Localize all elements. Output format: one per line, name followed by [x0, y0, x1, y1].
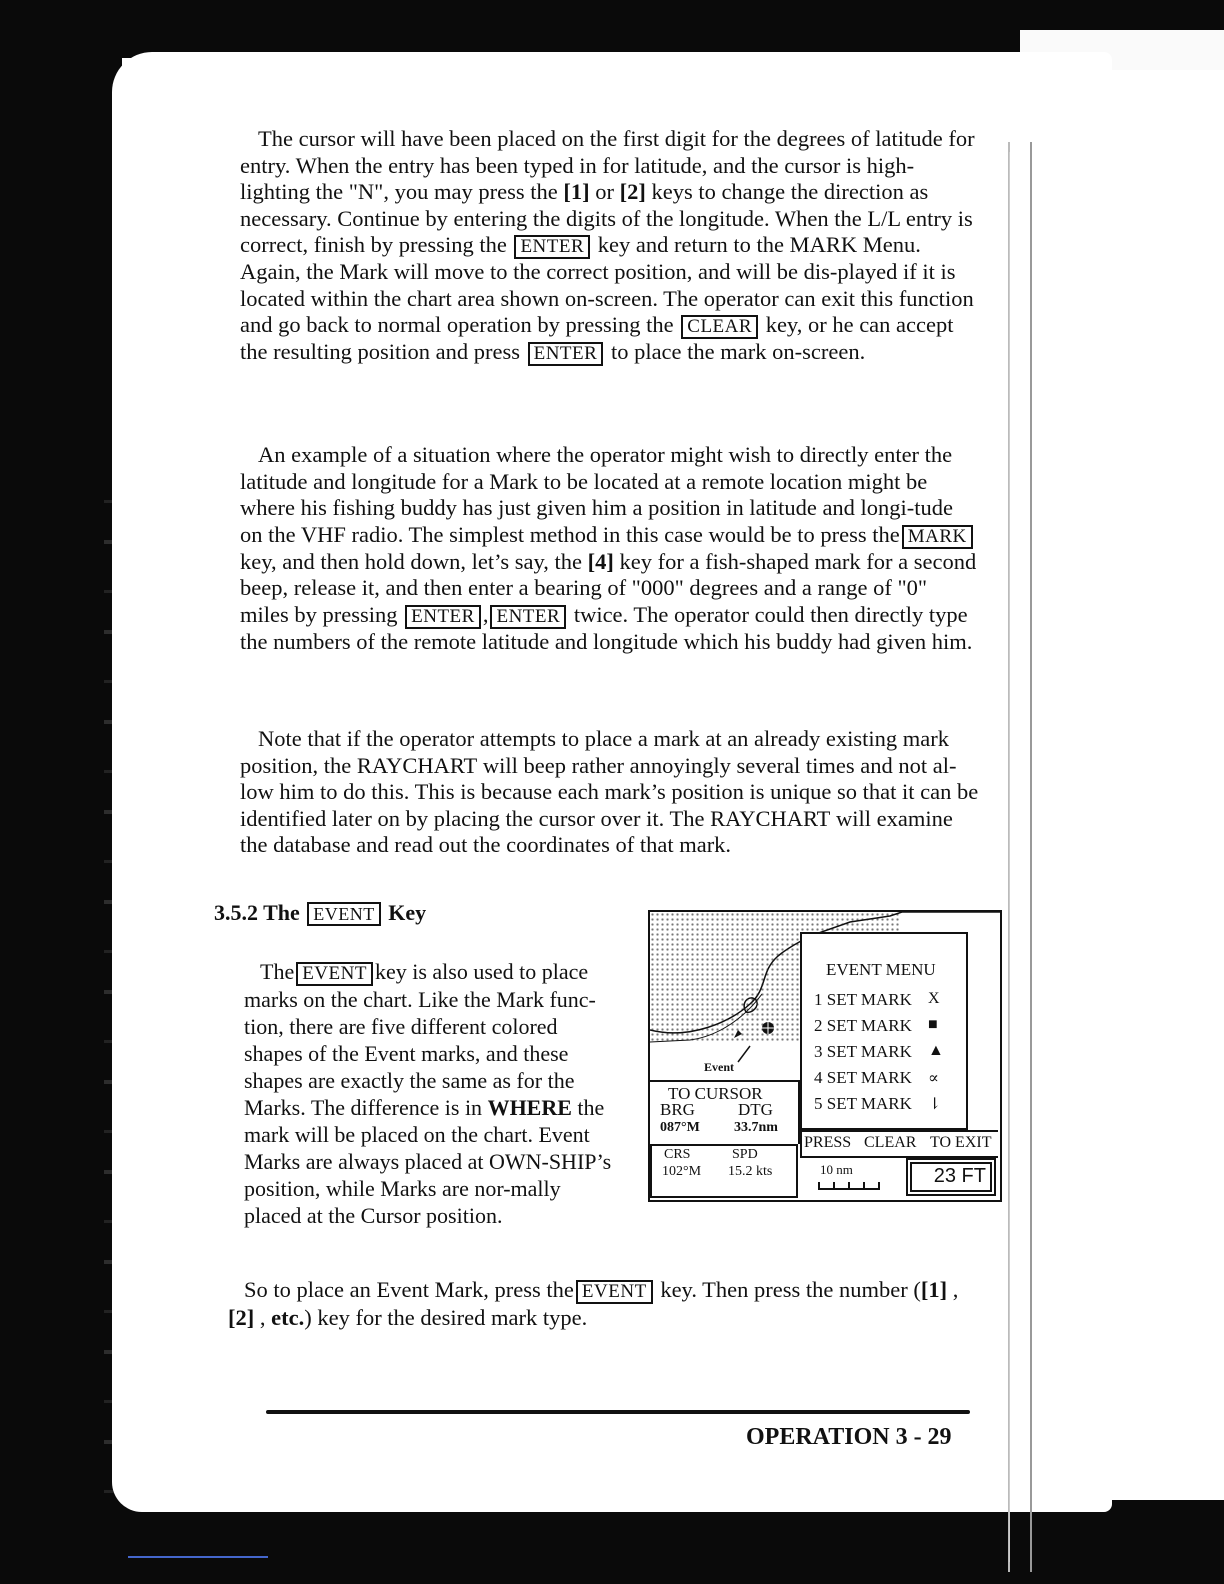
page-footer: OPERATION 3 - 29: [746, 1424, 952, 1450]
text: ,: [254, 1305, 272, 1330]
paragraph-note: [240, 726, 980, 859]
text: key, or he can accept the resulting position and press: [240, 312, 954, 364]
mark-icon-outline: [744, 998, 757, 1012]
event-key: EVENT: [296, 962, 373, 986]
crs-spd-panel: [650, 1144, 798, 1198]
brg-value: 087°M: [660, 1120, 700, 1135]
menu-item-set-mark-5[interactable]: 5 SET MARK: [814, 1094, 912, 1113]
text: key and return to the MARK Menu. Again, the Mark will move to the correct position, and will be dis-played if it is located within the chart area shown on-screen. The operator can exit this function and go back to normal operation by pressing the: [240, 232, 974, 337]
to-cursor-panel: [650, 1080, 800, 1144]
emphasis-where: WHERE: [487, 1095, 572, 1120]
to-cursor-title: TO CURSOR: [668, 1084, 763, 1103]
menu-item-set-mark-3[interactable]: 3 SET MARK: [814, 1042, 912, 1061]
text: The cursor will have been placed on the first digit for the degrees of latitude for entry. When the entry has been typed in for latitude, and the cursor is high-lighting the "N", you may press the: [240, 126, 975, 204]
depth-readout: [906, 1158, 996, 1196]
enter-key: ENTER: [528, 342, 604, 366]
text: the mark will be placed on the chart. Event Marks are always placed at: [244, 1095, 605, 1174]
text: key. Then press the number (: [654, 1277, 921, 1302]
text: will examine the database and read out the coordinates of that mark.: [240, 805, 953, 857]
page-edge-inner: [1009, 152, 1016, 1562]
menu-item-set-mark-4[interactable]: 4 SET MARK: [814, 1068, 912, 1087]
triangle-mark-icon: ▲: [928, 1042, 944, 1059]
text: ’s position, while Marks are nor-mally placed at the Cursor position.: [244, 1149, 612, 1228]
event-key: EVENT: [307, 902, 380, 926]
text: key, and then hold down, let’s say, the: [240, 548, 588, 574]
text: The: [260, 959, 295, 984]
enter-key: ENTER: [490, 605, 566, 629]
enter-key: ENTER: [405, 605, 481, 629]
event-menu-screen: [648, 910, 1002, 1202]
key-1: [1]: [563, 179, 590, 204]
ownship-vector: [738, 1046, 750, 1062]
paragraph-place-event: [228, 1276, 968, 1331]
menu-title: EVENT MENU: [826, 960, 936, 979]
square-mark-icon: ■: [928, 1016, 938, 1033]
text: Note that if the operator attempts to place a mark at an already existing mark position, the: [240, 726, 949, 778]
dtg-label: DTG: [738, 1100, 773, 1119]
section-suffix: Key: [382, 900, 427, 925]
clear-text: CLEAR: [864, 1134, 917, 1151]
scale-bar: [818, 1182, 880, 1190]
crs-value: 102°M: [662, 1164, 702, 1179]
event-key: EVENT: [576, 1280, 653, 1304]
scan-blue-line: [128, 1556, 268, 1558]
menu-item-set-mark-1[interactable]: 1 SET MARK: [814, 990, 912, 1009]
text: So to place an Event Mark, press the: [244, 1277, 574, 1302]
text: key is also used to place marks on the chart. Like the Mark func-tion, there are five different colored shapes of the Event marks, and these shapes are exactly the same as for the Marks. The difference is in: [244, 959, 596, 1120]
text: key for a fish-shaped mark for a second beep, release it, and then enter a bearing of "000" degrees and a range of "0" miles by pressing: [240, 548, 977, 627]
key-2: [2]: [619, 179, 646, 204]
key-2: [2]: [228, 1305, 255, 1330]
text: twice. The operator could then directly type the numbers of the remote latitude and longitude which his buddy had given him.: [240, 601, 973, 654]
x-mark-icon: X: [928, 990, 940, 1007]
depth-value: 23 FT: [933, 1165, 986, 1187]
text: ) key for the desired mark type.: [304, 1305, 588, 1330]
footer-rule: [266, 1410, 970, 1414]
text: keys to change the direction as necessary. Continue by entering the digits of the longitude. When the L/L entry is correct, finish by pressing the: [240, 179, 973, 257]
mark-key: MARK: [902, 525, 973, 549]
section-heading: [214, 900, 426, 926]
text: to place the mark on-screen.: [605, 339, 866, 364]
menu-item-set-mark-2[interactable]: 2 SET MARK: [814, 1016, 912, 1035]
paragraph-event-key: [244, 958, 614, 1229]
to-exit-text: TO EXIT: [930, 1134, 992, 1151]
event-menu-panel: [800, 932, 968, 1130]
enter-key: ENTER: [514, 235, 590, 259]
raychart-name: RAYCHART: [356, 752, 478, 778]
text: will beep rather annoyingly several times and not al-low him to do this. This is because each mark’s position is unique so that it can be identified later on by placing the cursor over it. The: [240, 752, 979, 831]
etc-text: etc.: [271, 1305, 305, 1330]
dtg-value: 33.7nm: [734, 1120, 778, 1135]
text: ,: [947, 1277, 959, 1302]
press-text: PRESS: [804, 1134, 852, 1151]
key-1: [1]: [920, 1277, 948, 1302]
text: ,: [482, 601, 489, 627]
event-label: Event: [704, 1060, 734, 1074]
spd-value: 15.2 kts: [728, 1164, 773, 1179]
spd-label: SPD: [732, 1147, 758, 1162]
section-title: 3.5.2 The: [214, 900, 306, 925]
text: or: [589, 179, 620, 204]
brg-label: BRG: [660, 1100, 695, 1119]
scale-label: 10 nm: [820, 1162, 853, 1177]
raychart-name: RAYCHART: [710, 805, 831, 831]
ownship-name: OWN-SHIP: [488, 1149, 597, 1174]
clear-key: CLEAR: [681, 315, 758, 339]
scan-border-bottom: [0, 1500, 1224, 1584]
fish-mark-icon: ∝: [928, 1070, 939, 1087]
paragraph-example: [240, 442, 980, 655]
press-clear-bar: [800, 1130, 998, 1158]
anchor-mark-icon: ⇂: [928, 1096, 942, 1113]
text: An example of a situation where the operator might wish to directly enter the latitude and longitude for a Mark to be located at a remote location might be where his fishing buddy has just given him a position in latitude and longi-tude on the VHF radio. The simplest method in this case would be to press the: [240, 442, 954, 547]
crs-label: CRS: [664, 1147, 691, 1162]
mark-icon-small: [734, 1030, 742, 1038]
paragraph-cursor-entry: [240, 126, 980, 366]
key-4: [4]: [587, 548, 614, 574]
